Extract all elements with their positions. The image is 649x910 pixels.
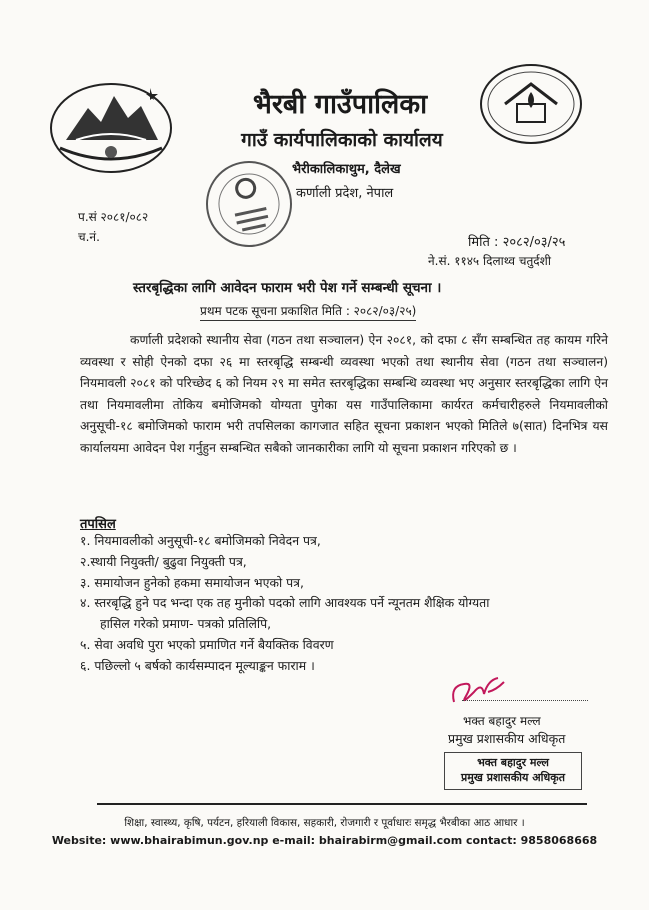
tapsil-heading: तपसिल xyxy=(80,517,116,532)
list-item: २.स्थायी नियुक्ती/ बुढुवा नियुक्ती पत्र, xyxy=(80,553,247,569)
municipality-title: भैरबी गाउँपालिका xyxy=(252,89,428,120)
signature-line xyxy=(462,700,588,701)
signature-scribble xyxy=(448,672,508,710)
list-item: ४. स्तरबृद्धि हुने पद भन्दा एक तह मुनीको पदको लागि आवश्यक पर्ने न्यूनतम शैक्षिक योग्यता xyxy=(80,595,490,611)
publication-date: प्रथम पटक सूचना प्रकाशित मिति : २०८२/०३/२५) xyxy=(200,302,416,321)
stamp-name: भक्त बहादुर मल्ल xyxy=(477,756,549,769)
patra-sankhya: प.सं २०८१/०८२ xyxy=(78,210,149,224)
list-item: १. नियमावलीको अनुसूची-१८ बमोजिमको निवेदन पत्र, xyxy=(80,533,321,548)
nepal-emblem-icon xyxy=(46,78,176,176)
footer-slogan: शिक्षा, स्वास्थ्य, कृषि, पर्यटन, हरियाली विकास, सहकारी, रोजगारी र पूर्वाधारः समृद्ध भैरबीका आठ आधार । xyxy=(124,817,525,829)
office-round-stamp xyxy=(194,149,303,258)
list-item: ३. समायोजन हुनेको हकमा समायोजन भएको पत्र, xyxy=(80,574,304,590)
municipality-logo-icon xyxy=(477,62,585,146)
letter-date: मिति : २०८२/०३/२५ xyxy=(468,235,566,250)
nepal-sambat-date: ने.सं. ११४५ दिलाथ्व चतुर्दशी xyxy=(428,254,551,268)
name-stamp xyxy=(444,752,582,790)
tapsil-list xyxy=(80,531,620,677)
footer-divider xyxy=(97,803,587,805)
signatory-name: भक्त बहादुर मल्ल xyxy=(463,714,541,728)
notice-body: कर्णाली प्रदेशको स्थानीय सेवा (गठन तथा सञ्चालन) ऐन २०८१, को दफा ८ सँग सम्बन्धित तह कायम गरिने व्यवस्था र सोही ऐनको दफा २६ मा स्तरबृद्धि सम्बन्धी व्यवस्था भएको तथा स्थानीय सेवा (गठन तथा सञ्चालन) नियमावली २०८१ को परिच्छेद ६ को नियम २९ मा समेत स्तरबृद्धिका सम्बन्धि व्यवस्था भए अनुसार स्तरबृद्धिका लागि ऐन तथा नियमावलीमा तोकिय बमोजिमको योग्यता पुगेका यस गाउँपालिकामा कार्यरत कर्मचारीहरुले नियमावलीको अनुसूची-१८ बमोजिमको फाराम भरी तपसिलका कागजात सहित सूचना प्रकाशन भएको मितिले ७(सात) दिनभित्र यस कार्यालयमा आवेदन पेश गर्नुहुन सम्बन्धित सबैको जानकारीका लागि यो सूचना प्रकाशन गरिएको छ । xyxy=(80,333,608,455)
signatory-title: प्रमुख प्रशासकीय अधिकृत xyxy=(448,731,566,746)
list-item: ५. सेवा अवधि पुरा भएको प्रमाणित गर्ने बैयक्तिक विवरण xyxy=(80,636,334,652)
footer-contact: Website: www.bhairabimun.gov.np e-mail: bhairabirm@gmail.com contact: 9858068668 xyxy=(51,834,598,847)
list-item: ६. पछिल्लो ५ बर्षको कार्यसम्पादन मूल्याङ्कन फाराम । xyxy=(80,657,315,673)
office-name: गाउँ कार्यपालिकाको कार्यालय xyxy=(241,129,443,151)
address-line-1: भैरीकालिकाथुम, दैलेख xyxy=(292,162,401,177)
chalani-number: च.नं. xyxy=(78,230,100,244)
address-line-2: कर्णाली प्रदेश, नेपाल xyxy=(296,186,394,201)
list-item: हासिल गरेको प्रमाण- पत्रको प्रतिलिपि, xyxy=(100,616,272,632)
stamp-title: प्रमुख प्रशासकीय अधिकृत xyxy=(461,771,565,784)
notice-subject: स्तरबृद्धिका लागि आवेदन फाराम भरी पेश गर्ने सम्बन्धी सूचना । xyxy=(133,280,442,296)
